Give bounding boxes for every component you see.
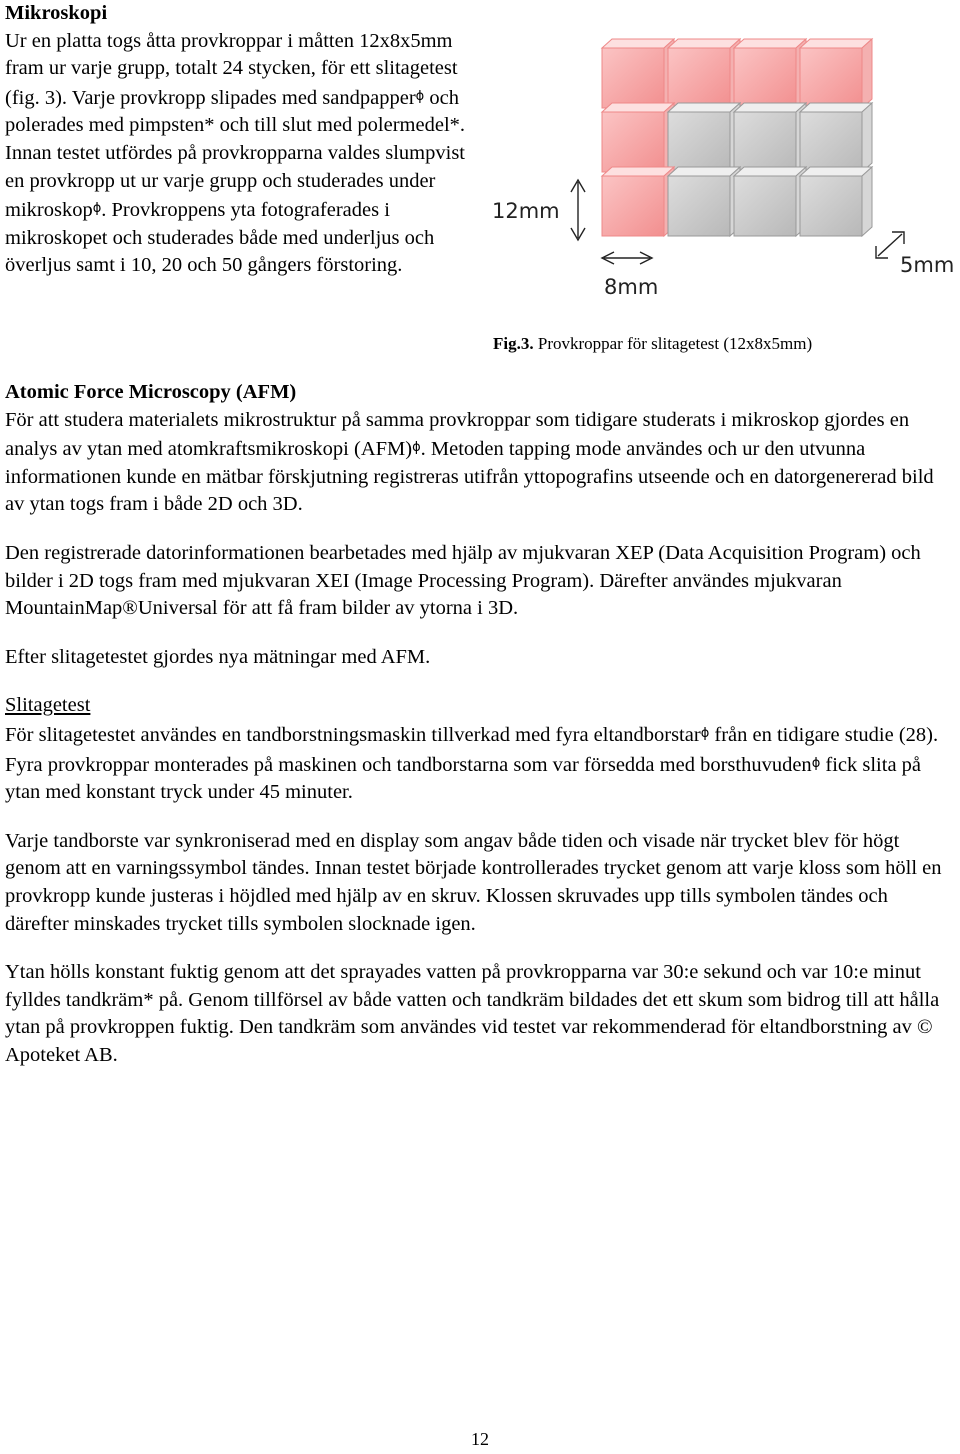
text-run: och polerades med pimpsten* och till slut med polermedel*. Innan testet utfördes på provkropparna valdes slumpvist en provkropp ut ur varje grupp och studerades under mikroskop: [5, 86, 466, 222]
registered-symbol: ®: [122, 597, 138, 620]
specimen-cubes: [602, 39, 872, 236]
section-heading-slitagetest: Slitagetest: [5, 694, 91, 717]
phi-symbol: ɸ: [92, 201, 102, 217]
text-run: För slitagetestet användes en tandborstningsmaskin tillverkad med fyra eltandborstar: [5, 723, 701, 746]
text-run: fick slita på ytan med konstant tryck under 45 minuter.: [5, 753, 922, 804]
paragraph-mikroskopi: [5, 28, 475, 280]
main-text: [5, 379, 955, 1090]
paragraph-afm-3: Efter slitagetestet gjordes nya mätningar med AFM.: [5, 645, 431, 668]
text-run: från en tidigare studie (28). Fyra provkroppar monterades på maskinen och tandborstarna som var försedda med borsthuvuden: [5, 723, 939, 776]
specimen-cube-pink: [668, 39, 740, 108]
paragraph-wear-3: [5, 959, 955, 1069]
copyright-symbol: ©: [917, 1016, 933, 1039]
specimen-cube-pink: [602, 103, 674, 172]
specimen-cube-pink: [602, 167, 674, 236]
text-run: För att studera materialets mikrostruktur på samma provkroppar som tidigare studerats i mikroskop gjordes en analys av ytan med atomkraftsmikroskopi (AFM): [5, 408, 910, 461]
specimen-cube-gray: [800, 103, 872, 172]
page-number: 12: [471, 1429, 489, 1449]
section-heading-mikroskopi: Mikroskopi: [5, 2, 108, 24]
phi-symbol: ɸ: [700, 725, 710, 741]
specimen-figure: [488, 30, 960, 365]
specimen-cube-gray: [734, 167, 806, 236]
specimen-cube-gray: [734, 103, 806, 172]
specimen-cube-pink: [602, 39, 674, 108]
phi-symbol: ɸ: [811, 755, 821, 771]
specimen-cube-pink: [734, 39, 806, 108]
width-arrow-icon: [602, 252, 652, 264]
text-run: Den registrerade datorinformationen bearbetades med hjälp av mjukvaran XEP (Data Acquisition Program) och bilder i 2D togs fram med mjukvaran XEI (Image Processing Program). Därefter användes mjukvaran MountainMap: [5, 541, 921, 620]
paragraph-afm-2: [5, 540, 955, 623]
specimen-cube-gray: [800, 167, 872, 236]
specimen-cube-gray: [668, 167, 740, 236]
phi-symbol: ɸ: [415, 88, 425, 104]
text-run: . Provkroppens yta fotograferades i mikroskopet och studerades både med underljus och överljus samt i 10, 20 och 50 gångers förstoring.: [5, 199, 435, 277]
text-run: Ur en platta togs åtta provkroppar i måtten 12x8x5mm fram ur varje grupp, totalt 24 stycken, för ett slitagetest (fig. 3). Varje provkropp slipades med sandpapper: [5, 29, 458, 109]
intro-section: [5, 0, 475, 280]
specimen-cube-pink: [800, 39, 872, 108]
text-run: Universal för att få fram bilder av ytorna i 3D.: [137, 597, 519, 620]
specimen-grid-illustration: [488, 30, 960, 330]
text-run: Apoteket AB.: [5, 1043, 118, 1066]
paragraph-afm-1: [5, 407, 955, 519]
height-arrow-icon: [571, 180, 585, 240]
section-heading-afm: Atomic Force Microscopy (AFM): [5, 381, 297, 403]
paragraph-wear-1: [5, 720, 955, 807]
paragraph-wear-2: Varje tandborste var synkroniserad med en display som angav både tiden och visade när trycket blev för högt genom att en varningssymbol tändes. Innan testet började kontrollerades trycket genom att varje kloss som höll en provkropp kunde justeras i höjdled med hjälp av en skruv. Klossen skruvades upp tills symbolen tändes och därefter minskades trycket tills symbolen slocknade igen.: [5, 829, 942, 935]
phi-symbol: ɸ: [412, 440, 421, 456]
specimen-cube-gray: [668, 103, 740, 172]
label-5mm: 5mm: [900, 253, 955, 277]
figure-caption: [493, 332, 812, 356]
figure-caption-number: Fig.3.: [493, 334, 534, 353]
label-8mm: 8mm: [604, 275, 659, 299]
label-12mm: 12mm: [492, 199, 560, 223]
figure-caption-text: Provkroppar för slitagetest (12x8x5mm): [533, 334, 813, 353]
text-run: . Metoden tapping mode användes och ur den utvunna informationen kunde en mätbar förskjutning registreras utifrån yttopografins utseende och en datorgenererad bild av ytan togs fram i både 2D och 3D.: [5, 438, 934, 516]
text-run: Ytan hölls konstant fuktig genom att det sprayades vatten på provkropparna var 30:e sekund och var 10:e minut fylldes tandkräm* på. Genom tillförsel av både vatten och tandkräm bildades det ett skum som bidrog till att hålla ytan på provkroppen fuktig. Den tandkräm som användes vid testet var rekommenderad för eltandborstning av: [5, 961, 940, 1039]
